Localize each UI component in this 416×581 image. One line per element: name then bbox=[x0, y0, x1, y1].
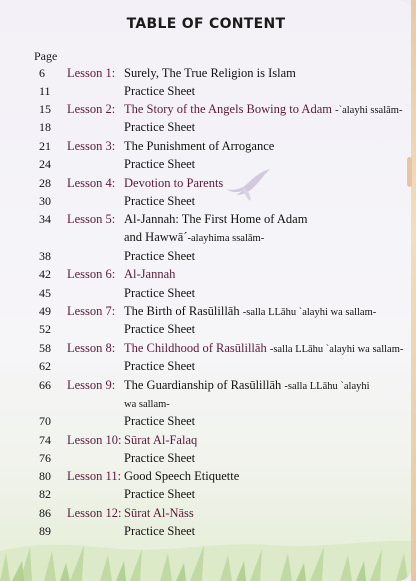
toc-lesson-label: Lesson 3: bbox=[67, 139, 116, 153]
toc-page-number: 66 bbox=[39, 378, 51, 392]
toc-page-number: 74 bbox=[39, 433, 51, 447]
toc-entry-title: Practice Sheet bbox=[124, 120, 196, 134]
toc-page-number: 58 bbox=[39, 341, 51, 355]
toc-lesson-label: Lesson 11: bbox=[67, 469, 122, 483]
toc-entry-title: Practice Sheet bbox=[124, 487, 196, 501]
toc-entry-title: Practice Sheet bbox=[124, 524, 196, 538]
toc-entry-title: Good Speech Etiquette bbox=[124, 469, 240, 483]
page-edge-mark bbox=[407, 157, 412, 187]
toc-page-number: 52 bbox=[39, 322, 51, 336]
toc-lesson-label: Lesson 2: bbox=[67, 102, 116, 116]
toc-entry-title: Practice Sheet bbox=[124, 286, 196, 300]
toc-row[interactable] bbox=[0, 64, 412, 82]
toc-entry-title: and Hawwā´-alayhima ssalām- bbox=[124, 230, 265, 244]
toc-row[interactable] bbox=[0, 265, 412, 283]
toc-entry-title: Practice Sheet bbox=[124, 451, 196, 465]
toc-page-number: 70 bbox=[39, 414, 51, 428]
toc-lesson-label: Lesson 6: bbox=[67, 267, 116, 281]
page-column-label: Page bbox=[34, 49, 58, 63]
toc-row[interactable] bbox=[0, 485, 412, 503]
toc-entry-title: Practice Sheet bbox=[124, 414, 196, 428]
toc-entry-title: Practice Sheet bbox=[124, 157, 196, 171]
toc-row[interactable] bbox=[0, 137, 412, 155]
toc-page-number: 89 bbox=[39, 524, 51, 538]
toc-row[interactable] bbox=[0, 302, 412, 320]
toc-row[interactable] bbox=[0, 155, 412, 173]
toc-row[interactable] bbox=[0, 82, 412, 100]
toc-row[interactable] bbox=[0, 467, 412, 485]
toc-row[interactable] bbox=[0, 339, 412, 357]
toc-page-number: 24 bbox=[39, 157, 51, 171]
toc-row[interactable] bbox=[0, 118, 412, 136]
toc-entry-title: Practice Sheet bbox=[124, 322, 196, 336]
toc-row[interactable] bbox=[0, 210, 412, 228]
toc-entry-title: The Childhood of Rasūlillāh -salla LLāhu `alayhi wa sallam- bbox=[124, 341, 404, 355]
toc-page-number: 15 bbox=[39, 102, 51, 116]
toc-page-number: 28 bbox=[39, 176, 51, 190]
toc-page-number: 21 bbox=[39, 139, 51, 153]
toc-lesson-label: Lesson 12: bbox=[67, 506, 122, 520]
toc-page-number: 76 bbox=[39, 451, 51, 465]
toc-lesson-label: Lesson 4: bbox=[67, 176, 116, 190]
toc-row[interactable] bbox=[0, 174, 412, 192]
toc-entry-title: Sūrat Al-Falaq bbox=[124, 433, 198, 447]
toc-row[interactable] bbox=[0, 412, 412, 430]
toc-entry-title: Practice Sheet bbox=[124, 359, 196, 373]
toc-entry-title: Sūrat Al-Nāss bbox=[124, 506, 194, 520]
toc-entry-title: The Guardianship of Rasūlillāh -salla LLāhu `alayhi bbox=[124, 378, 370, 392]
toc-row[interactable] bbox=[0, 100, 412, 118]
page-title: TABLE OF CONTENT bbox=[126, 16, 286, 32]
toc-row[interactable] bbox=[0, 320, 412, 338]
toc-row[interactable] bbox=[0, 431, 412, 449]
toc-page-number: 49 bbox=[39, 304, 51, 318]
toc-lesson-label: Lesson 5: bbox=[67, 212, 116, 226]
toc-page-number: 38 bbox=[39, 249, 51, 263]
toc-entry-title: Devotion to Parents bbox=[124, 176, 224, 190]
toc-entry-title: Al-Jannah bbox=[124, 267, 176, 281]
toc-page-number: 30 bbox=[39, 194, 51, 208]
grass-decoration-icon bbox=[0, 511, 412, 581]
toc-row[interactable] bbox=[0, 284, 412, 302]
toc-entry-title: The Story of the Angels Bowing to Adam -`alayhi ssalām- bbox=[124, 102, 403, 116]
toc-entry-title: Practice Sheet bbox=[124, 249, 196, 263]
toc-row[interactable] bbox=[0, 449, 412, 467]
toc-lesson-label: Lesson 8: bbox=[67, 341, 116, 355]
toc-page-number: 82 bbox=[39, 487, 51, 501]
toc-lesson-label: Lesson 9: bbox=[67, 378, 116, 392]
toc-page-number: 42 bbox=[39, 267, 51, 281]
toc-page-number: 80 bbox=[39, 469, 51, 483]
toc-row[interactable] bbox=[0, 247, 412, 265]
toc-page-number: 6 bbox=[39, 66, 45, 80]
toc-lesson-label: Lesson 1: bbox=[67, 66, 116, 80]
toc-page-number: 45 bbox=[39, 286, 51, 300]
toc-row[interactable] bbox=[0, 376, 412, 394]
toc-row[interactable] bbox=[0, 192, 412, 210]
toc-entry-title: The Punishment of Arrogance bbox=[124, 139, 275, 153]
toc-page-number: 62 bbox=[39, 359, 51, 373]
toc-entry-title: Al-Jannah: The First Home of Adam bbox=[124, 212, 308, 226]
toc-page-number: 34 bbox=[39, 212, 51, 226]
toc-row[interactable] bbox=[0, 228, 412, 246]
toc-entry-title: The Birth of Rasūlillāh -salla LLāhu `alayhi wa sallam- bbox=[124, 304, 377, 318]
toc-lesson-label: Lesson 7: bbox=[67, 304, 116, 318]
toc-page-number: 11 bbox=[39, 84, 51, 98]
toc-lesson-label: Lesson 10: bbox=[67, 433, 122, 447]
toc-row[interactable] bbox=[0, 394, 412, 412]
toc-entry-title: Practice Sheet bbox=[124, 84, 196, 98]
page-edge bbox=[411, 0, 416, 581]
toc-page-number: 86 bbox=[39, 506, 51, 520]
toc-row[interactable] bbox=[0, 357, 412, 375]
toc-entry-title: Surely, The True Religion is Islam bbox=[124, 66, 296, 80]
toc-entry-title: Practice Sheet bbox=[124, 194, 196, 208]
toc-entry-title: wa sallam- bbox=[124, 399, 170, 410]
toc-page-number: 18 bbox=[39, 120, 51, 134]
